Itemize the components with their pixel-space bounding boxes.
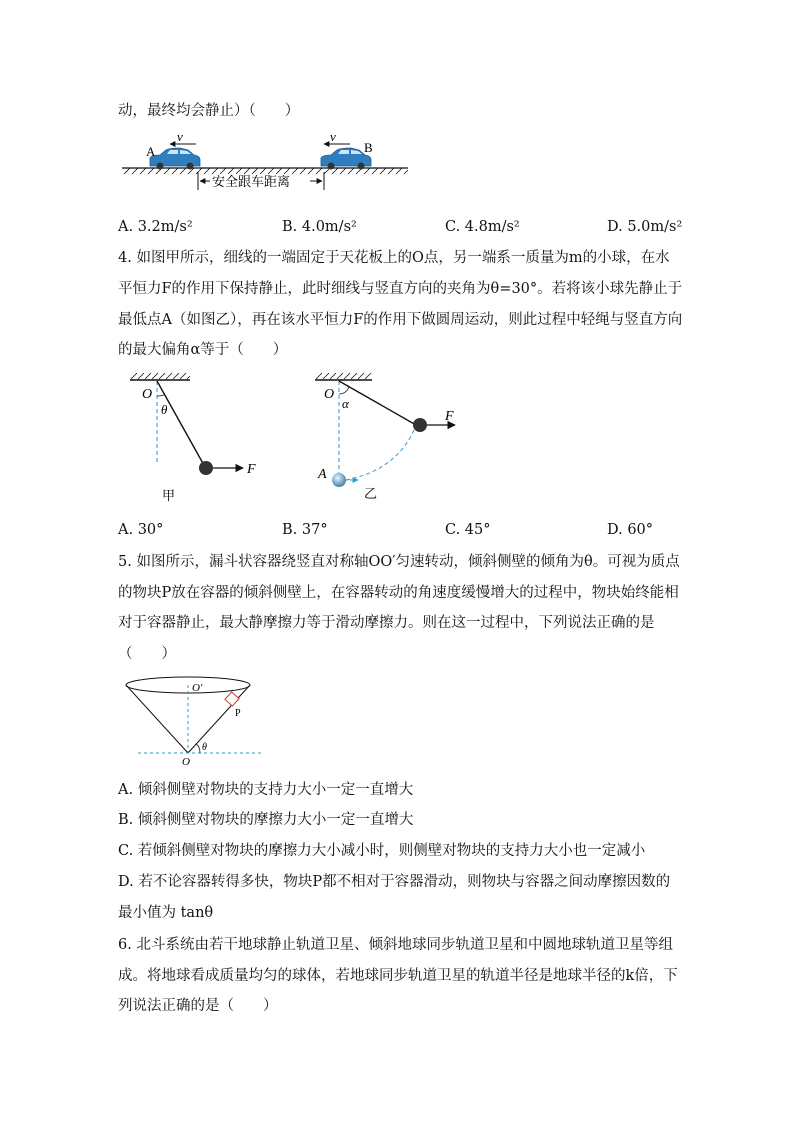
theta-arc [196,744,200,753]
q4-line-3: 最低点A（如图乙），再在该水平恒力F的作用下做圆周运动，则此过程中轻绳与竖直方向 [118,312,683,328]
q4-option-d[interactable]: D. 60° [607,522,654,538]
q5-option-d[interactable]: D. 若不论容器转得多快，物块P都不相对于容器滑动，则物块与容器之间动摩擦因数的 [118,874,671,890]
q5-line-4: （ ） [118,646,176,662]
label-o: O [324,387,335,402]
q5-line-2: 的物块P放在容器的倾斜侧壁上，在容器转动的角速度缓慢增大的过程中，物块始终能相 [118,585,679,601]
q5-option-c[interactable]: C. 若倾斜侧壁对物块的摩擦力大小减小时，则侧壁对物块的支持力大小也一定减小 [118,843,646,859]
q6-line-2: 成。将地球看成质量均匀的球体，若地球同步轨道卫星的轨道半径是地球半径的k倍，下 [118,968,678,984]
q4-option-a[interactable]: A. 30° [118,522,164,538]
q3-car-figure [118,128,418,198]
funnel-left-wall [126,685,188,753]
q5-funnel-figure [118,672,268,767]
q5-line-3: 对于容器静止，最大静摩擦力等于滑动摩擦力。则在这一过程中，下列说法正确的是 [118,615,655,631]
label-yi: 乙 [364,487,378,502]
string [339,381,416,425]
ball [199,461,213,475]
label-v-b: v [330,129,336,144]
funnel-right-wall [188,685,250,753]
q3-tail-text: 动，最终均会静止）（ ） [118,103,300,119]
ball-lowest [332,473,346,487]
q6-line-1: 6. 北斗系统由若干地球静止轨道卫星、倾斜地球同步轨道卫星和中圆地球轨道卫星等组 [118,937,673,953]
q3-option-a[interactable]: A. 3.2m/s² [118,219,193,235]
string [157,381,205,467]
label-jia: 甲 [162,489,176,504]
q5-option-a[interactable]: A. 倾斜侧壁对物块的支持力大小一定一直增大 [118,782,414,798]
ground-hatching [124,168,408,174]
q4-line-1: 4. 如图甲所示，细线的一端固定于天花板上的O点，另一端系一质量为m的小球，在水 [118,250,670,266]
q3-option-b[interactable]: B. 4.0m/s² [282,219,357,235]
q4-option-b[interactable]: B. 37° [282,522,328,538]
label-theta: θ [161,402,168,417]
car-a [150,148,200,170]
label-theta: θ [202,742,207,753]
label-a: A [318,467,327,482]
label-o-prime: O′ [192,682,203,694]
label-o: O [142,387,153,402]
q3-option-d[interactable]: D. 5.0m/s² [607,219,683,235]
q5-line-1: 5. 如图所示，漏斗状容器绕竖直对称轴OO′匀速转动，倾斜侧壁的倾角为θ。可视为质点 [118,554,680,570]
label-f: F [247,462,256,477]
label-car-a: A [146,144,156,159]
label-p: P [235,708,241,719]
distance-label: 安全跟车距离 [212,175,291,190]
trajectory-arc [346,430,414,480]
alpha-arc [339,387,349,394]
label-o: O [182,756,190,767]
q4-line-2: 平恒力F的作用下保持静止，此时细线与竖直方向的夹角为θ=30°。若将该小球先静止于 [118,281,683,297]
q5-option-b[interactable]: B. 倾斜侧壁对物块的摩擦力大小一定一直增大 [118,812,414,828]
q4-option-c[interactable]: C. 45° [445,522,491,538]
q4-figure-jia [125,372,275,507]
label-car-b: B [364,140,373,155]
label-f: F [445,409,454,424]
block-p [225,692,239,706]
label-alpha: α [342,396,349,411]
q6-line-3: 列说法正确的是（ ） [118,998,278,1014]
q4-line-4: 的最大偏角α等于（ ） [118,342,288,358]
label-v-a: v [177,129,183,144]
q5-option-d-continued: 最小值为 tanθ [118,905,214,921]
ball-deflected [413,418,427,432]
q4-figure-yi [310,372,470,507]
q3-option-c[interactable]: C. 4.8m/s² [445,219,520,235]
